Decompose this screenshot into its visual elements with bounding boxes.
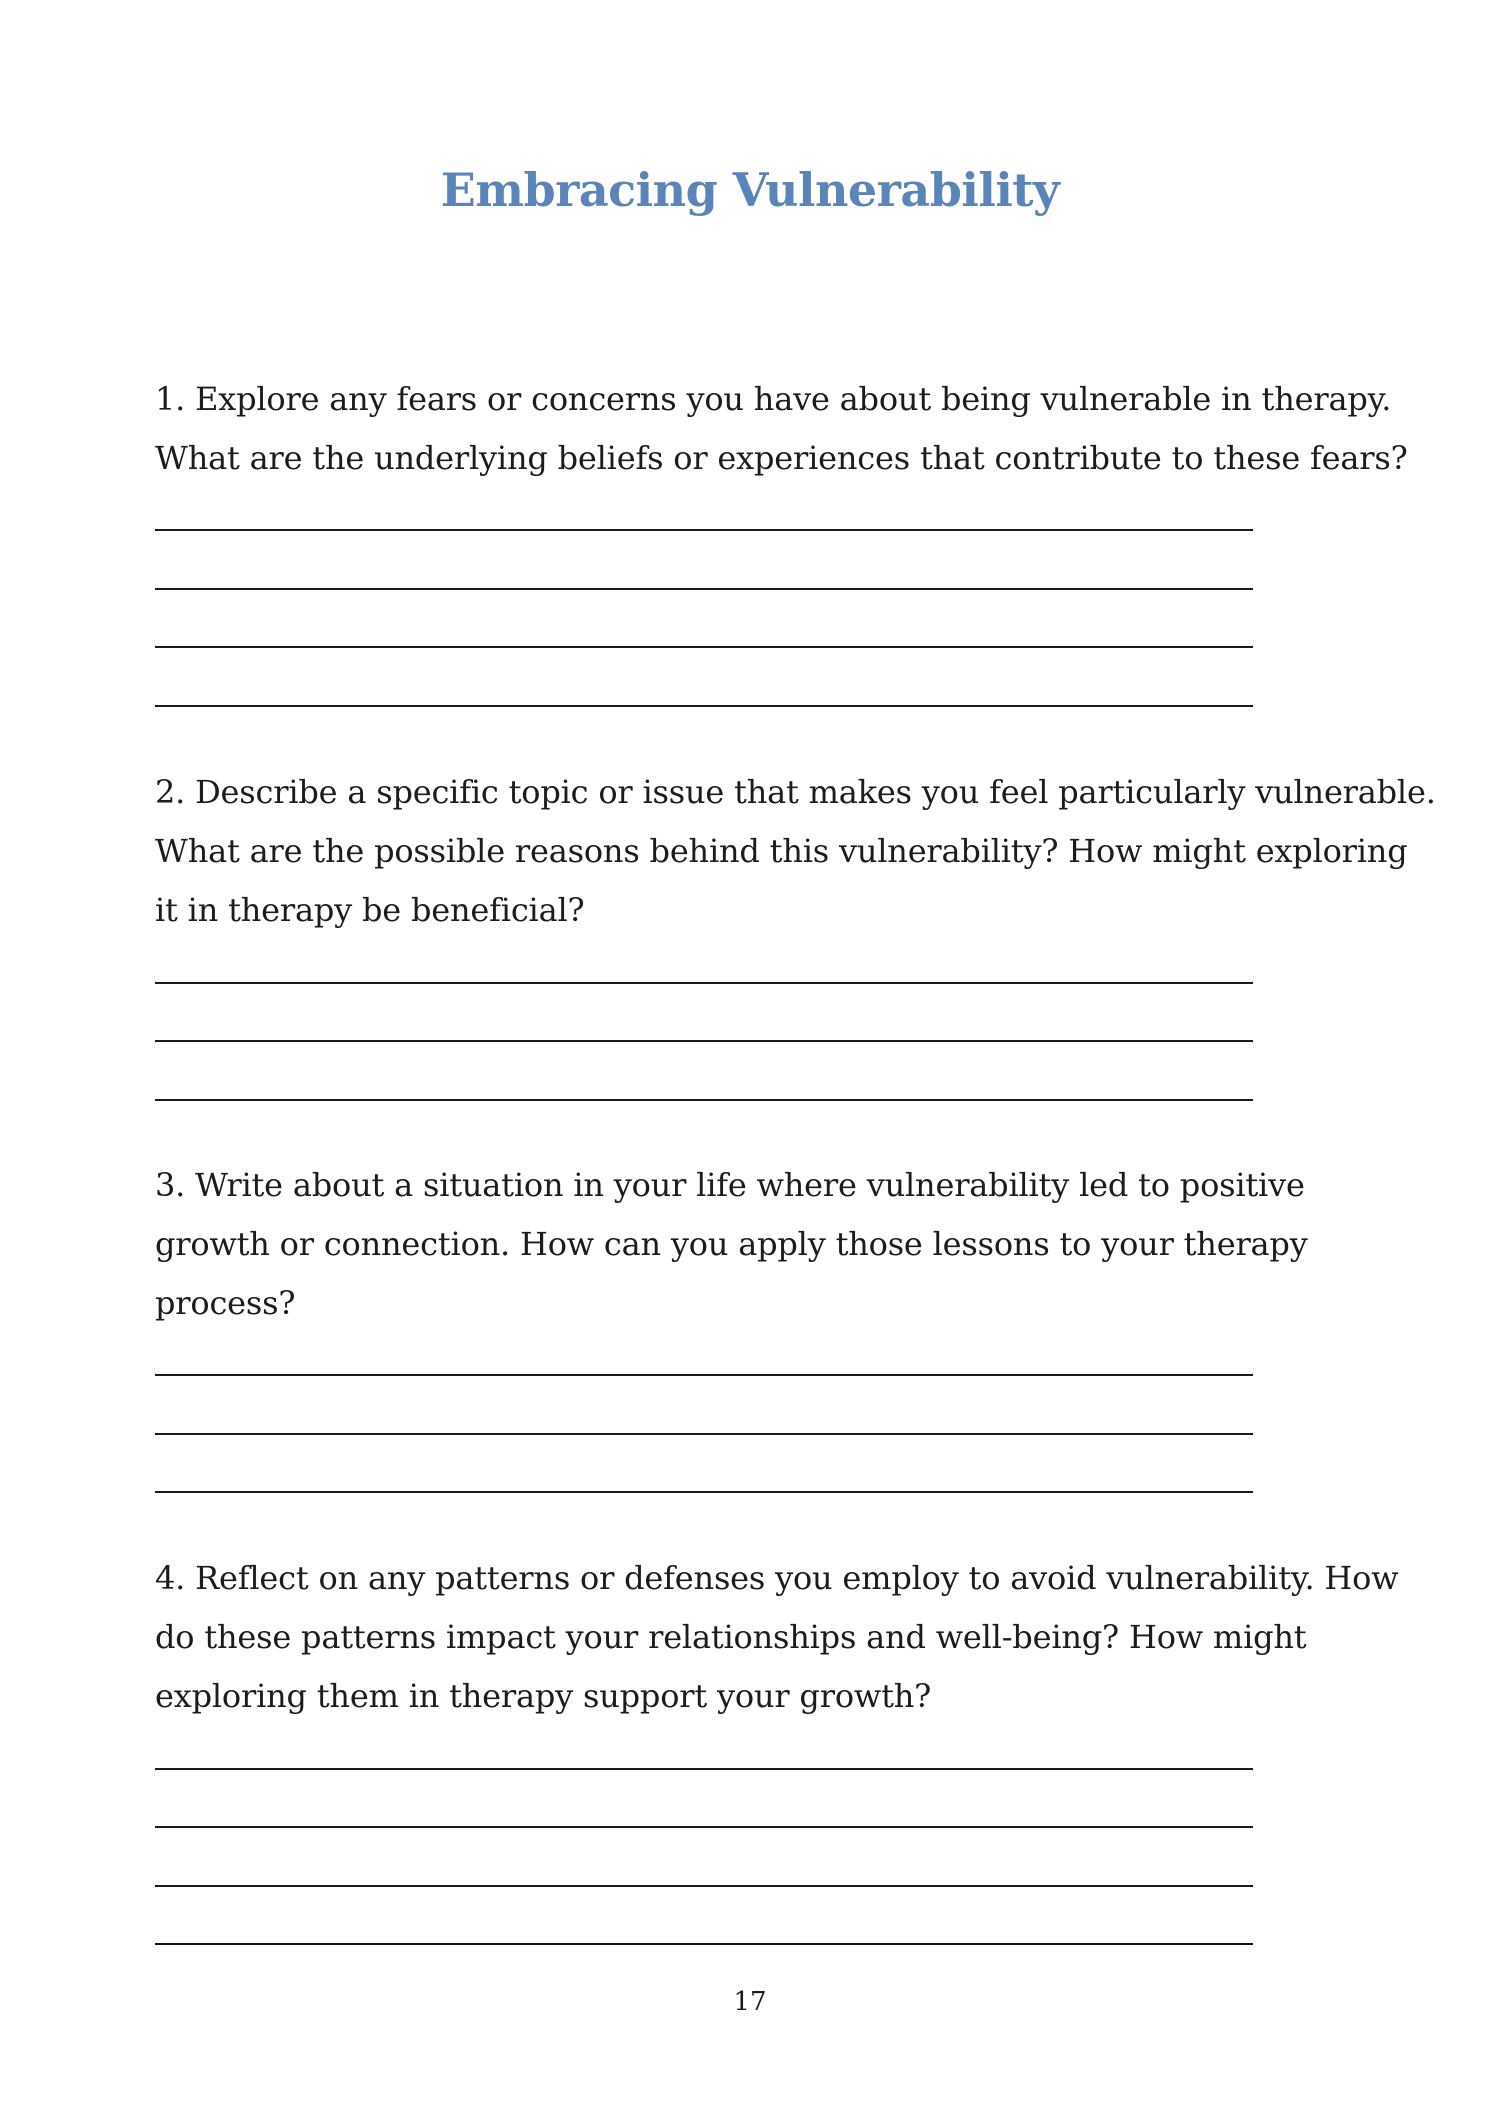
question-2-line-1: 2. Describe a specific topic or issue that makes you feel particularly vulnerable.: [155, 773, 1436, 811]
answer-line[interactable]: [155, 982, 1253, 984]
question-4-line-3: exploring them in therapy support your growth?: [155, 1677, 932, 1715]
question-3-line-3: process?: [155, 1284, 296, 1322]
question-3: [155, 1156, 1355, 1333]
answer-line[interactable]: [155, 588, 1253, 590]
question-1-line-2: What are the underlying beliefs or experiences that contribute to these fears?: [155, 439, 1408, 477]
question-2-line-2: What are the possible reasons behind this vulnerability? How might exploring: [155, 832, 1408, 870]
answer-line[interactable]: [155, 1491, 1253, 1493]
answer-line[interactable]: [155, 1768, 1253, 1770]
answer-line[interactable]: [155, 1885, 1253, 1887]
answer-line[interactable]: [155, 705, 1253, 707]
answer-line[interactable]: [155, 1374, 1253, 1376]
question-3-line-2: growth or connection. How can you apply those lessons to your therapy: [155, 1225, 1308, 1263]
question-2-line-3: it in therapy be beneficial?: [155, 891, 585, 929]
question-2: [155, 763, 1436, 940]
answer-line[interactable]: [155, 646, 1253, 648]
page-title: Embracing Vulnerability: [440, 163, 1060, 217]
answer-line[interactable]: [155, 1040, 1253, 1042]
question-3-line-1: 3. Write about a situation in your life where vulnerability led to positive: [155, 1166, 1305, 1204]
question-1: [155, 370, 1408, 488]
answer-line[interactable]: [155, 1943, 1253, 1945]
page-number: 17: [733, 1987, 767, 2017]
answer-line[interactable]: [155, 1099, 1253, 1101]
question-4-line-1: 4. Reflect on any patterns or defenses you employ to avoid vulnerability. How: [155, 1559, 1399, 1597]
answer-line[interactable]: [155, 1826, 1253, 1828]
question-4: [155, 1549, 1399, 1726]
answer-line[interactable]: [155, 529, 1253, 531]
question-4-line-2: do these patterns impact your relationships and well-being? How might: [155, 1618, 1307, 1656]
answer-line[interactable]: [155, 1433, 1253, 1435]
question-1-line-1: 1. Explore any fears or concerns you have about being vulnerable in therapy.: [155, 380, 1392, 418]
